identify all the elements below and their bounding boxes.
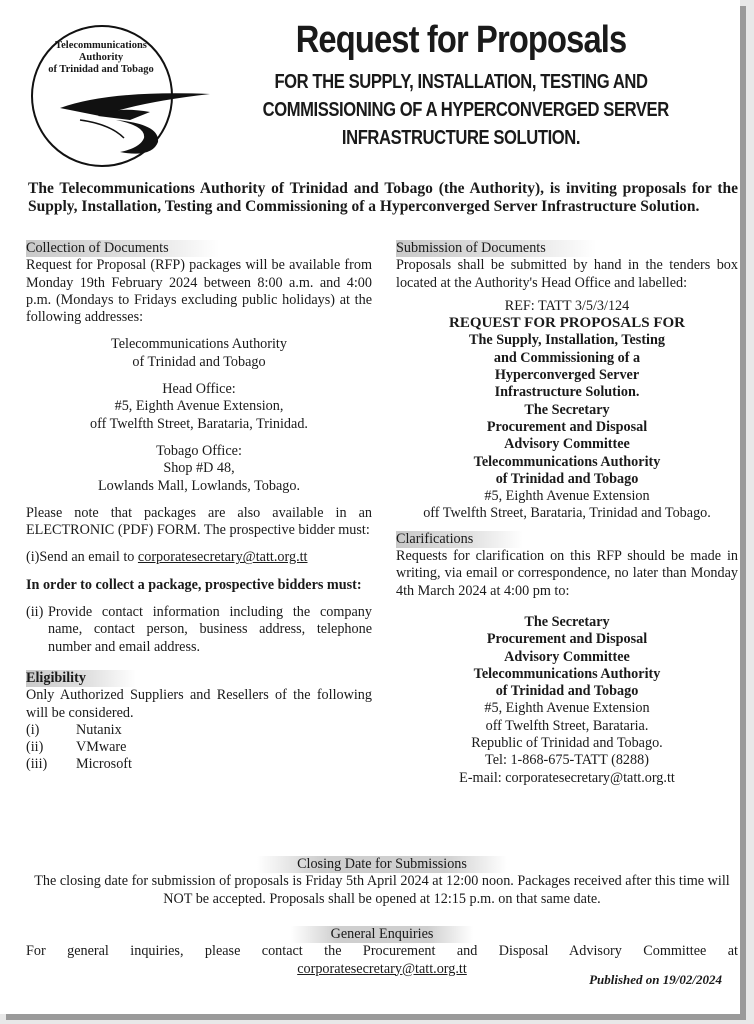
closing-text: The closing date for submission of proposals is Friday 5th April 2024 at 12:00 noon. Packages received after this time will NOT be accepted. Proposals shall be opened at 12:15 p.m. on that same date. [34,873,730,907]
address-line: Republic of Trinidad and Tobago. [471,735,663,752]
eligibility-paragraph: Only Authorized Suppliers and Resellers of the following will be considered. [26,687,372,721]
email-line: E-mail: corporatesecretary@tatt.org.tt [459,769,675,786]
logo-line: Telecommunications [55,40,147,51]
subtitle-line: INFRASTRUCTURE SOLUTION. [341,127,581,149]
general-text: For general inquiries, please contact the Procurement and Disposal Advisory Committee at [26,943,738,960]
tatt-logo [20,20,216,170]
list-item [26,739,372,756]
list-item [26,756,372,773]
contact-line: Telecommunications Authority [473,665,661,682]
page-title: Request for Proposals [295,19,627,61]
closing-section [26,856,738,908]
item-number: (ii) [26,739,44,756]
head-office-label: Head Office: [162,381,236,398]
general-section [26,926,738,978]
label-line: Advisory Committee [504,436,630,453]
label-line: and Commissioning of a [493,349,641,366]
subtitle-line: COMMISSIONING OF A HYPERCONVERGED SERVER [262,99,669,121]
item-number: (i) [26,549,40,566]
collection-paragraph: Request for Proposal (RFP) packages will be available from Monday 19th February 2024 between 8:00 a.m. and 4:00 p.m. (Mondays to Fridays excluding public holidays) at the following addresses: [26,257,372,326]
subtitle-line: FOR THE SUPPLY, INSTALLATION, TESTING AND [274,71,648,93]
label-line: of Trinidad and Tobago [495,470,639,487]
contact-line: The Secretary [524,613,610,630]
intro-paragraph: The Telecommunications Authority of Trinidad and Tobago (the Authority), is inviting proposals for the Supply, Installation, Testing and Commissioning of a Hyperconverged Server Infrastructure Solution. [28,180,738,215]
org-name: Telecommunications Authority [111,336,287,353]
published-date: Published on 19/02/2024 [589,972,722,987]
right-column [396,240,738,787]
address-line: off Twelfth Street, Barataria. [485,717,649,734]
tobago-office-address: Lowlands Mall, Lowlands, Tobago. [97,477,301,494]
clarifications-paragraph: Requests for clarification on this RFP should be made in writing, via email or correspondence, no later than Monday 4th March 2024 at 4:00 pm to: [396,548,738,599]
label-line: The Supply, Installation, Testing [469,332,665,349]
item-text: Provide contact information including the company name, contact person, business address, telephone number and email address. [48,604,372,655]
label-line: Procurement and Disposal [486,418,648,435]
tobago-office-label: Tobago Office: [156,442,242,459]
instruction-item-2 [26,604,372,656]
left-column [26,240,372,774]
phone-line: Tel: 1-868-675-TATT (8288) [485,752,649,769]
submission-paragraph: Proposals shall be submitted by hand in the tenders box located at the Authority's Head Office and labelled: [396,257,738,291]
label-line: Infrastructure Solution. [494,384,640,401]
collect-note: In order to collect a package, prospective bidders must: [26,576,362,593]
clarifications-heading: Clarifications [396,531,523,548]
page-subtitle [222,68,700,152]
vendor-name: Microsoft [76,756,132,773]
item-number: (ii) [26,604,44,621]
rfp-title: REQUEST FOR PROPOSALS FOR [448,315,685,332]
submission-heading: Submission of Documents [396,240,596,257]
address-line: #5, Eighth Avenue Extension [484,700,650,717]
org-name: of Trinidad and Tobago [132,353,266,370]
address-line: off Twelfth Street, Barataria, Trinidad and Tobago. [423,505,711,522]
head-office-address: off Twelfth Street, Barataria, Trinidad. [90,415,308,432]
general-heading: General Enquiries [291,926,474,943]
instruction-item-1 [26,549,372,566]
electronic-note: Please note that packages are also available in an ELECTRONIC (PDF) FORM. The prospective bidder must: [26,504,372,539]
item-text: Send an email to [39,549,138,566]
item-number: (i) [26,721,40,738]
eligibility-heading: Eligibility [26,670,136,687]
contact-line: of Trinidad and Tobago [495,683,639,700]
logo-text [36,40,166,76]
label-line: The Secretary [524,401,610,418]
vendor-name: Nutanix [76,721,122,738]
tobago-office-address: Shop #D 48, [163,460,235,477]
head-office-address: #5, Eighth Avenue Extension, [114,398,284,415]
list-item [26,722,372,739]
vendor-name: VMware [76,739,127,756]
logo-line: Authority [78,52,124,63]
label-line: Telecommunications Authority [473,453,661,470]
contact-line: Procurement and Disposal [486,631,648,648]
label-line: Hyperconverged Server [494,367,640,384]
reference-number: REF: TATT 3/5/3/124 [504,297,630,314]
closing-heading: Closing Date for Submissions [257,856,507,873]
item-number: (iii) [26,756,48,773]
contact-line: Advisory Committee [504,648,630,665]
address-line: #5, Eighth Avenue Extension [484,488,650,505]
collection-heading: Collection of Documents [26,240,219,257]
logo-line: of Trinidad and Tobago [48,64,154,75]
email-link[interactable]: corporatesecretary@tatt.org.tt [137,549,308,566]
general-email-link[interactable]: corporatesecretary@tatt.org.tt [297,960,467,977]
